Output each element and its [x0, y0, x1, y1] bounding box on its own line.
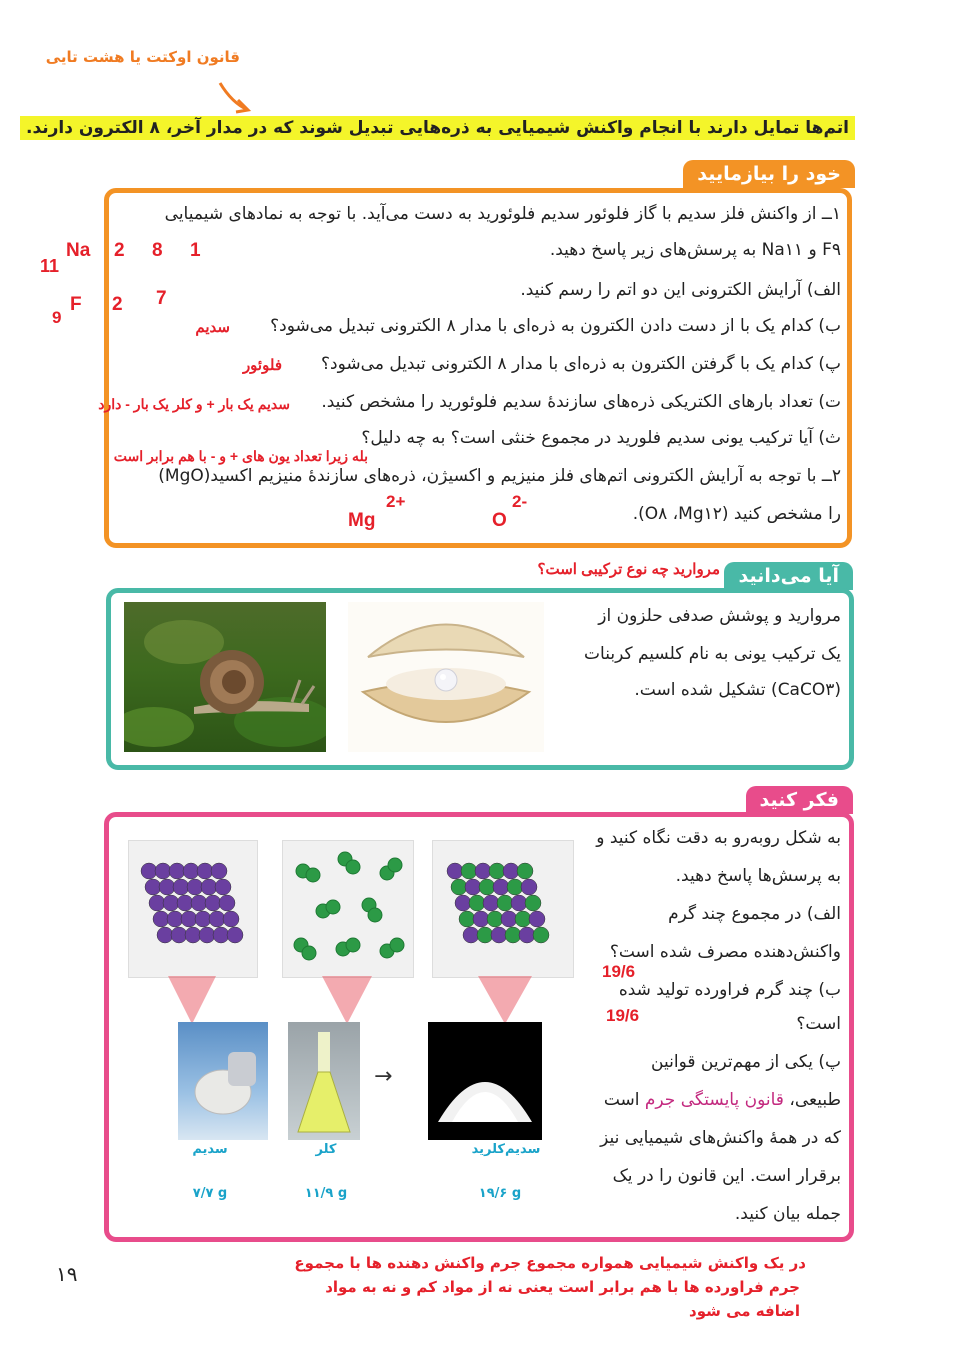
think-line3: الف) در مجموع چند گرم: [668, 904, 841, 924]
did-you-know-title: آیا می‌دانید: [724, 562, 853, 590]
zoom-cones: [128, 976, 578, 1026]
pearl-line3: (CaCO۳) تشکیل شده است.: [634, 680, 841, 700]
pearl-oyster-photo: [348, 602, 544, 752]
q2-line2: را مشخص کنید (O۸ ،Mg۱۲).: [632, 504, 841, 524]
q1-th: ث) آیا ترکیب یونی سدیم فلورید در مجموع خنثی است؟ به چه دلیل؟: [361, 428, 841, 448]
f-symbol: F: [70, 294, 82, 315]
page-number: ۱۹: [56, 1262, 78, 1286]
octet-rule: اتم‌ها تمایل دارند با انجام واکنش شیمیایی به ذره‌هایی تبدیل شوند که در مدار آخر، ۸ الکترون دارند.: [115, 118, 855, 139]
caption-sodium: سدیم: [192, 1142, 228, 1157]
mg-ion-symbol: Mg: [348, 510, 376, 531]
octet-rule-note: قانون اوکتت یا هشت تایی: [45, 48, 240, 66]
caption-chlorine: کلر: [315, 1142, 337, 1157]
footer-note-line1: در یک واکنش شیمیایی همواره مجموع جرم واکنش دهنده ها با مجموع: [294, 1254, 806, 1272]
footer-note-line2: جرم فراورده ها با هم برابر است یعنی نه از مواد کم و نه به مواد: [325, 1278, 800, 1296]
think-line11: جمله بیان کنید.: [734, 1204, 841, 1224]
sodium-lattice-image: [128, 840, 258, 978]
mass-sodium: ۷/۷ g: [192, 1186, 228, 1201]
think-line8: طبیعی، قانون پایستگی جرم است: [603, 1090, 841, 1110]
conservation-law-name: قانون پایستگی جرم: [644, 1090, 784, 1110]
q1-line1: ۱ــ از واکنش فلز سدیم با گاز فلوئور سدیم فلوئورید به دست می‌آید. با توجه به نمادهای شیمیایی: [164, 204, 841, 224]
f-shell-2: 7: [156, 288, 167, 309]
arrow-down-icon: [210, 78, 260, 118]
think-line10: برقرار است. این قانون را در یک: [612, 1166, 841, 1186]
q1-t: ت) تعداد بارهای الکتریکی ذره‌های سازندهٔ سدیم فلوئورید را مشخص کنید.: [321, 392, 841, 412]
mass-sodium-chloride: ۱۹/۶ g: [478, 1186, 522, 1201]
think-line7: پ) یکی از مهم‌ترین قوانین: [651, 1052, 841, 1072]
sodium-chloride-photo: [428, 1022, 542, 1140]
mg-ion-charge: 2+: [386, 492, 406, 511]
na-symbol: Na: [66, 240, 91, 261]
na-shell-1: 2: [114, 240, 125, 261]
q2-line1: ۲ــ با توجه به آرایش الکترونی اتم‌های فلز منیزیم و اکسیژن، ذره‌های سازندهٔ منیزیم اکسید(MgO): [158, 466, 841, 486]
pearl-line1: مروارید و پوشش صدفی حلزون از: [598, 606, 841, 626]
footer-note-line3: اضافه می شود: [689, 1302, 800, 1320]
test-yourself-title: خود را بیازمایید: [683, 160, 855, 188]
think-line9: که در همهٔ واکنش‌های شیمیایی نیز: [600, 1128, 841, 1148]
na-shell-3: 1: [190, 240, 201, 261]
caption-sodium-chloride: سدیم‌کلرید: [471, 1142, 541, 1157]
answer-reactant-mass: 19/6: [602, 962, 636, 981]
sodium-chloride-lattice-image: [432, 840, 574, 978]
answer-p: فلوئور: [242, 357, 282, 374]
think-line6: است؟: [796, 1014, 841, 1034]
pearl-question: مروارید چه نوع ترکیبی است؟: [537, 561, 720, 578]
think-line1: به شکل روبه‌رو به دقت نگاه کنید و: [596, 828, 841, 848]
answer-t: سدیم یک بار + و کلر یک بار - دارد: [98, 396, 290, 412]
think-line5: ب) چند گرم فراورده تولید شده: [618, 980, 841, 1000]
think-title: فکر کنید: [746, 786, 853, 814]
o-ion-charge: 2-: [512, 492, 528, 511]
chlorine-photo: [288, 1022, 360, 1140]
mass-chlorine: ۱۱/۹ g: [304, 1186, 348, 1201]
snail-photo: [124, 602, 326, 752]
o-ion-symbol: O: [492, 510, 507, 531]
think-line4: واکنش‌دهنده مصرف شده است؟: [609, 942, 841, 962]
f-shell-1: 2: [112, 294, 123, 315]
q1-a: الف) آرایش الکترونی این دو اتم را رسم کنید.: [520, 280, 841, 300]
answer-th: بله زیرا تعداد یون های + و - با هم برابر است: [113, 448, 368, 464]
chlorine-molecules-image: [282, 840, 414, 978]
q1-p: پ) کدام یک با گرفتن الکترون به ذره‌ای با مدار ۸ الکترونی تبدیل می‌شود؟: [321, 354, 841, 374]
na-shell-2: 8: [152, 240, 163, 261]
think-line2: به پرسش‌ها پاسخ دهید.: [675, 866, 841, 886]
pearl-line2: یک ترکیب یونی به نام کلسیم کربنات: [584, 644, 841, 664]
sodium-photo: [178, 1022, 268, 1140]
answer-product-mass: 19/6: [606, 1006, 640, 1025]
na-atomic-number: 11: [40, 256, 60, 276]
reaction-arrow: →: [374, 1064, 393, 1089]
q1-b: ب) کدام یک با از دست دادن الکترون به ذره‌ای با مدار ۸ الکترونی تبدیل می‌شود؟: [270, 316, 841, 336]
answer-b: سدیم: [195, 319, 230, 336]
q1-line2: F۹ و Na۱۱ به پرسش‌های زیر پاسخ دهید.: [549, 240, 841, 260]
f-atomic-number: 9: [52, 308, 62, 327]
